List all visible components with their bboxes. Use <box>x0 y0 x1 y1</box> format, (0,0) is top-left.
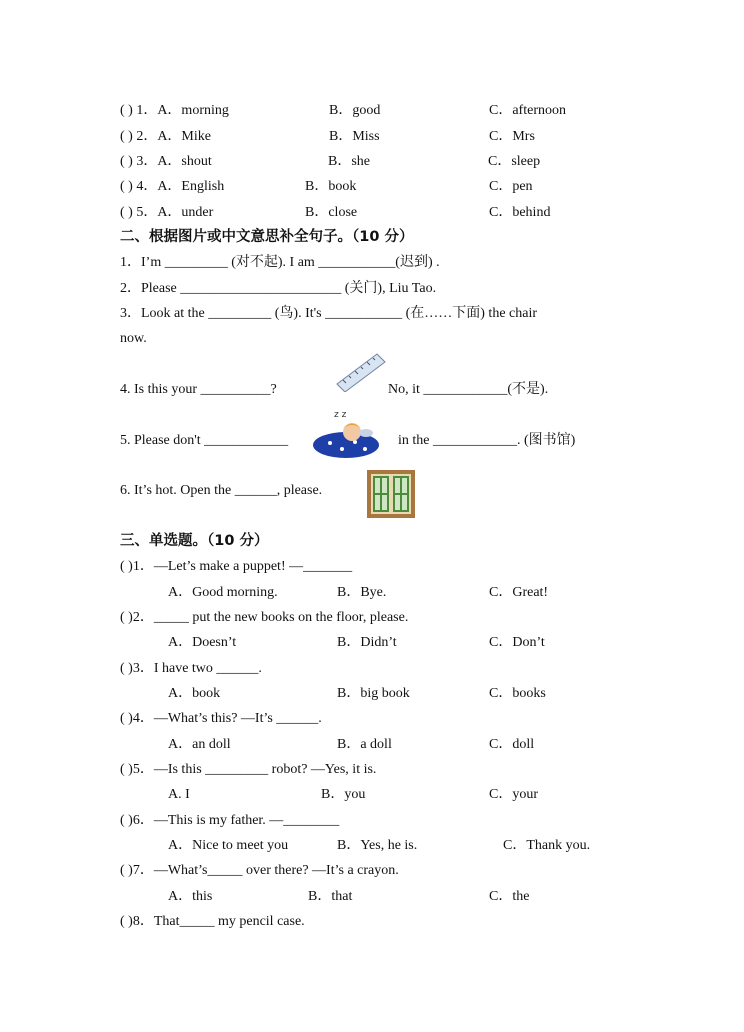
s3-q2: ( )2．_____ put the new books on the floor, please. <box>120 610 409 625</box>
s3-q2-b: B．Didn’t <box>337 635 397 650</box>
s3-q6-a: A．Nice to meet you <box>168 838 289 853</box>
s1-q4-b: B．book <box>305 179 357 194</box>
s2-q3: 3．Look at the _________ (鸟). It's ___________ (在……下面) the chair <box>120 306 538 321</box>
s1-q4: ( ) 4．A．English <box>120 179 225 194</box>
s1-q3-b: B．she <box>328 154 370 169</box>
s3-q7-a: A．this <box>168 889 213 904</box>
s3-q3-b: B．big book <box>337 686 410 701</box>
s3-q4-b: B．a doll <box>337 737 392 752</box>
s3-q5-c: C．your <box>489 787 538 802</box>
s3-q6: ( )6．—This is my father. —________ <box>120 813 340 828</box>
s1-q4-c: C．pen <box>489 179 533 194</box>
s2-q5-right: in the ____________. (图书馆) <box>398 433 576 448</box>
s1-q2-b: B．Miss <box>329 129 380 144</box>
sleeping-child-icon <box>308 405 380 461</box>
s3-q5-a: A. I <box>168 787 190 802</box>
s3-q3: ( )3．I have two ______. <box>120 661 262 676</box>
s3-q6-c: C．Thank you. <box>503 838 591 853</box>
s2-q4-left: 4. Is this your __________? <box>120 382 277 397</box>
s1-q5-b: B．close <box>305 205 358 220</box>
ruler-icon <box>333 350 387 392</box>
s3-q3-a: A．book <box>168 686 221 701</box>
s3-q1: ( )1．—Let’s make a puppet! —_______ <box>120 559 353 574</box>
s3-q8: ( )8．That_____ my pencil case. <box>120 914 305 929</box>
s1-q5: ( ) 5．A．under <box>120 205 214 220</box>
s1-q3-c: C．sleep <box>488 154 541 169</box>
s1-q1-c: C．afternoon <box>489 103 566 118</box>
s1-q5-c: C．behind <box>489 205 551 220</box>
s1-q3: ( ) 3．A．shout <box>120 154 212 169</box>
s1-q2-c: C．Mrs <box>489 129 535 144</box>
s2-q5-left: 5. Please don't ____________ <box>120 433 289 448</box>
s2-q2: 2．Please _______________________ (关门), Liu Tao. <box>120 281 437 296</box>
s3-q7: ( )7．—What’s_____ over there? —It’s a crayon. <box>120 863 399 878</box>
s2-q6: 6. It’s hot. Open the ______, please. <box>120 483 323 498</box>
s2-q3-cont: now. <box>120 331 147 346</box>
s3-q5-b: B．you <box>321 787 366 802</box>
s3-q1-a: A．Good morning. <box>168 585 278 600</box>
s1-q1-b: B．good <box>329 103 381 118</box>
s3-q4-c: C．doll <box>489 737 535 752</box>
s3-q7-c: C．the <box>489 889 530 904</box>
s1-q2: ( ) 2．A．Mike <box>120 129 211 144</box>
s3-q5: ( )5．—Is this _________ robot? —Yes, it is. <box>120 762 377 777</box>
s3-q7-b: B．that <box>308 889 353 904</box>
window-icon <box>366 469 416 519</box>
s3-q2-a: A．Doesn’t <box>168 635 237 650</box>
svg-text:z z: z z <box>334 410 347 420</box>
section2-heading: 二、根据图片或中文意思补全句子。（10 分） <box>120 229 414 245</box>
s2-q4-right: No, it ____________(不是). <box>388 382 549 397</box>
s2-q1: 1．I’m _________ (对不起). I am ___________(迟到) . <box>120 255 440 270</box>
s1-q1: ( ) 1．A．morning <box>120 103 229 118</box>
s3-q2-c: C．Don’t <box>489 635 545 650</box>
section3-heading: 三、单选题。（10 分） <box>120 533 269 549</box>
s3-q6-b: B．Yes, he is. <box>337 838 418 853</box>
s3-q4-a: A．an doll <box>168 737 231 752</box>
s3-q1-c: C．Great! <box>489 585 549 600</box>
s3-q1-b: B．Bye. <box>337 585 387 600</box>
s3-q4: ( )4．—What’s this? —It’s ______. <box>120 711 322 726</box>
s3-q3-c: C．books <box>489 686 546 701</box>
